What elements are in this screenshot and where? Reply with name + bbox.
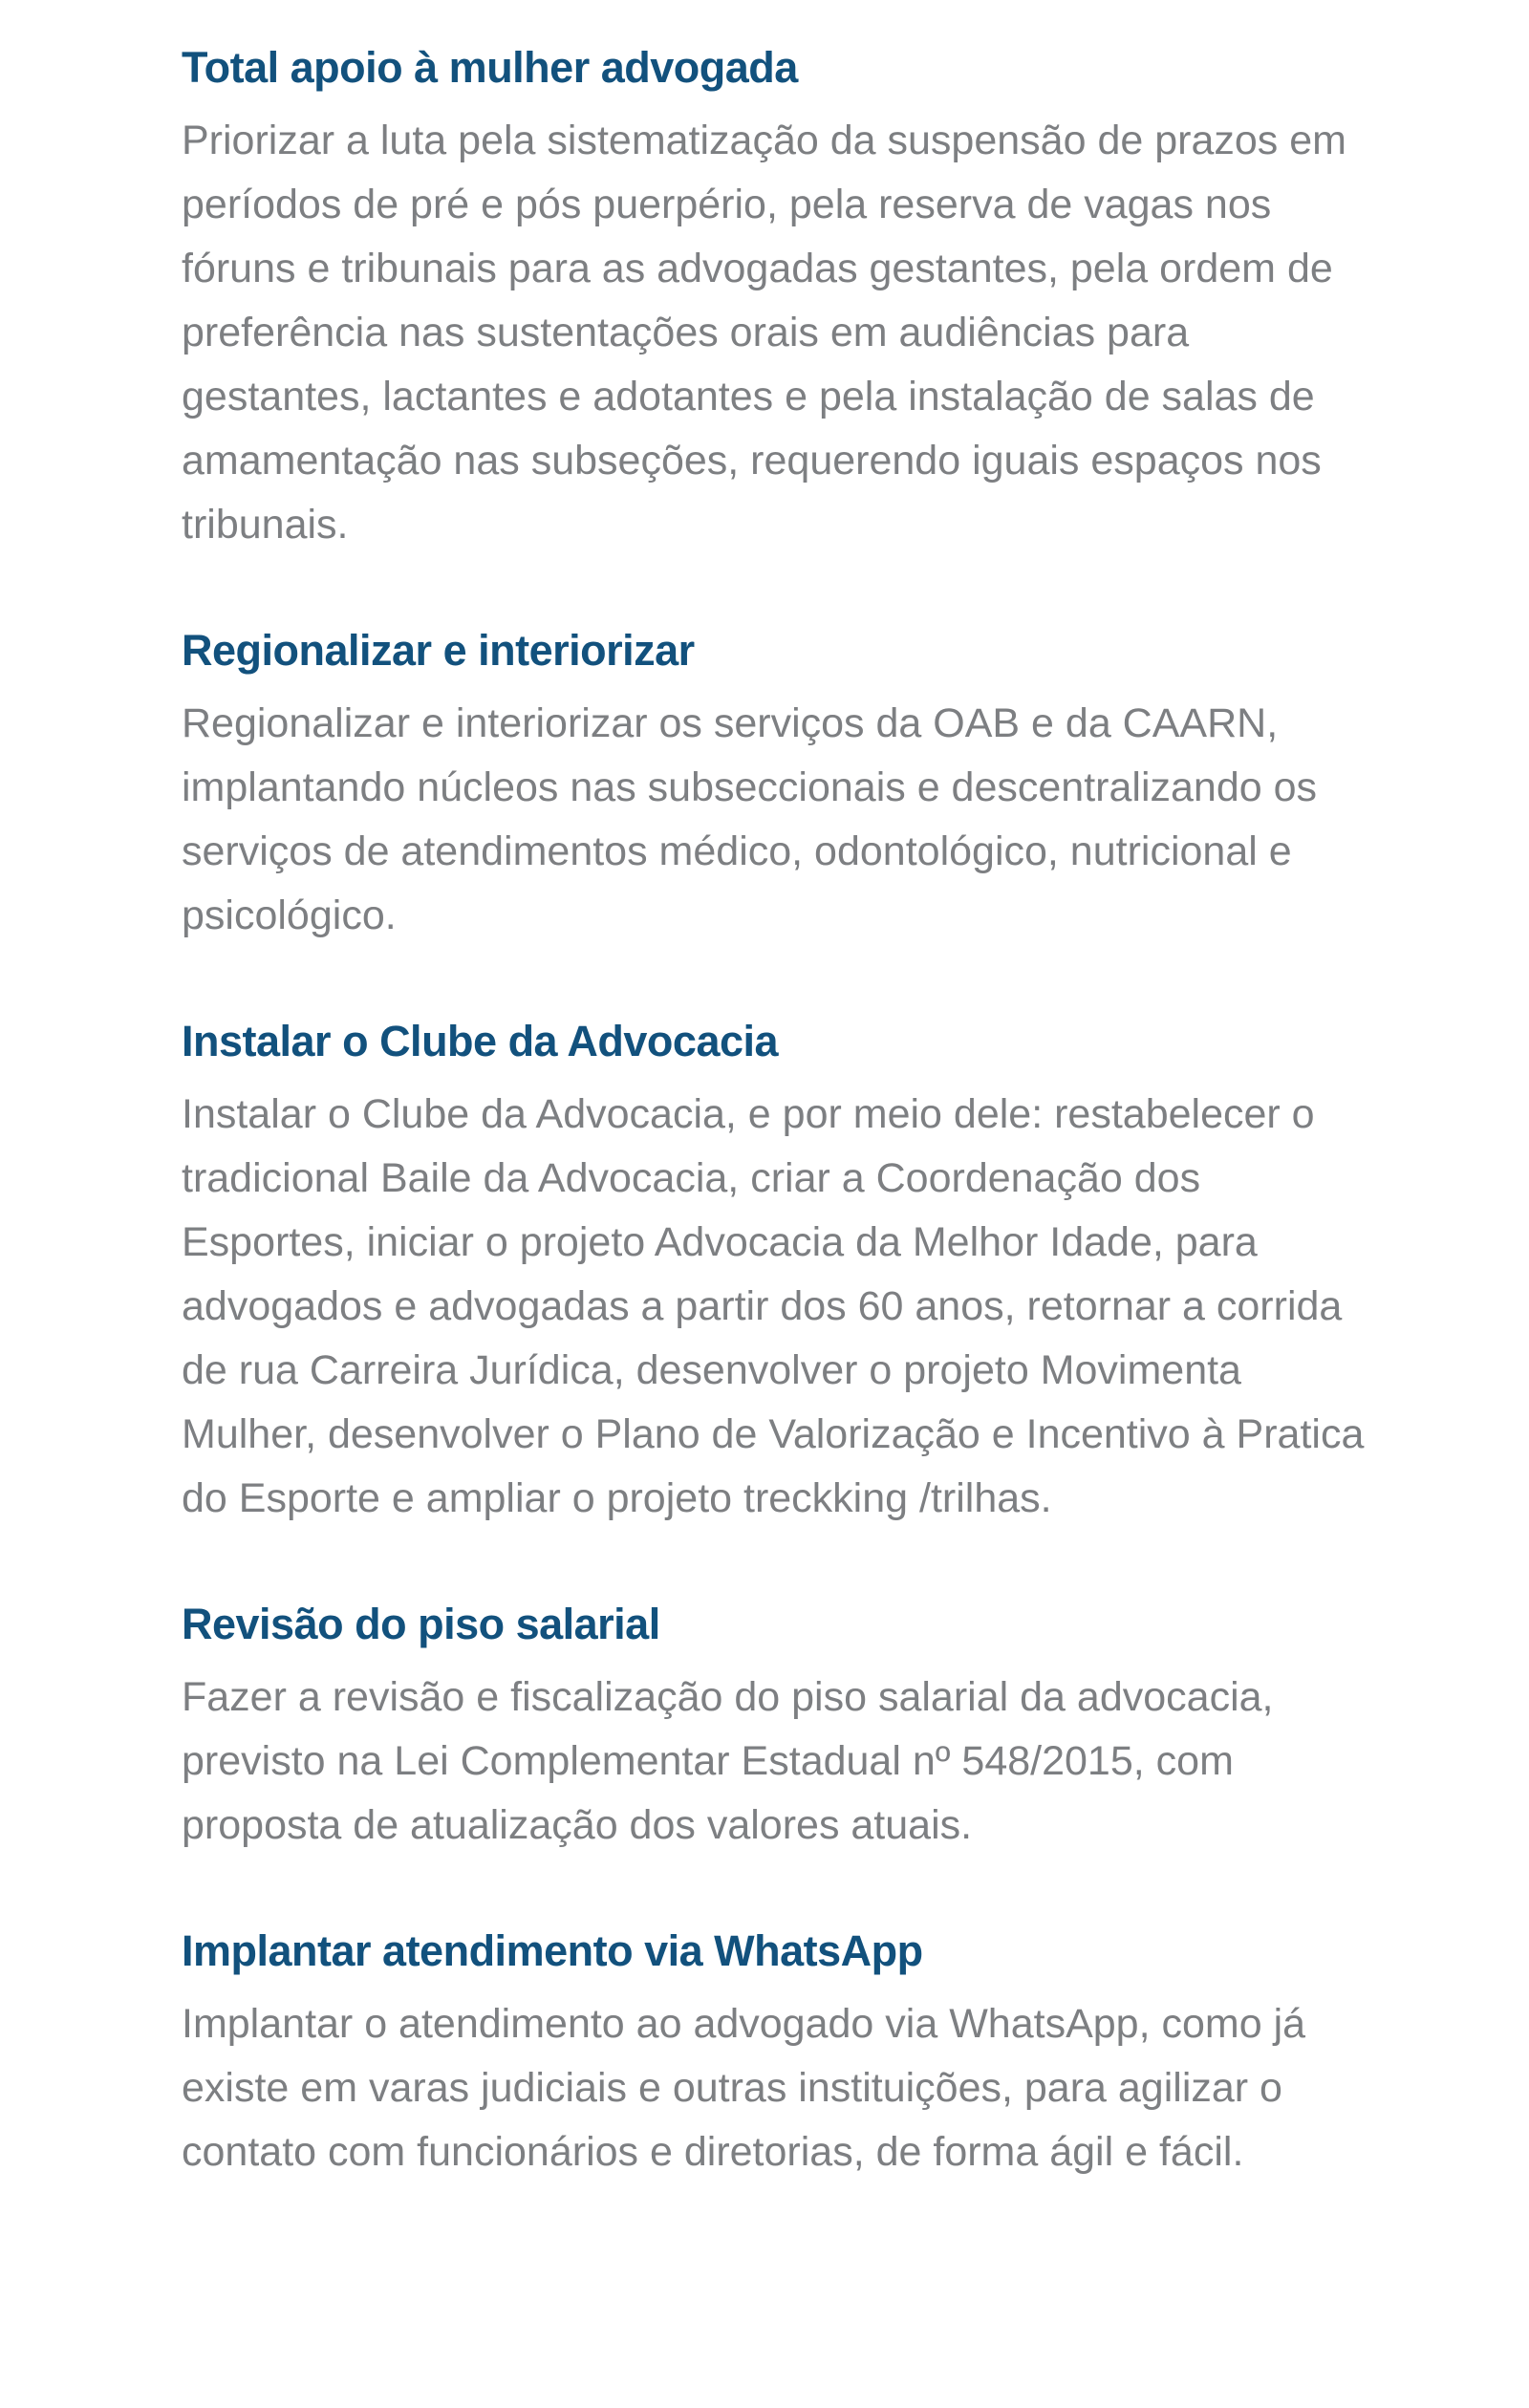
section-body: Fazer a revisão e fiscalização do piso salarial da advocacia, previsto na Lei Complementar Estadual nº 548/2015, com proposta de atualização dos valores atuais. — [182, 1674, 1274, 1848]
section-heading: Total apoio à mulher advogada — [182, 43, 798, 92]
section-body: Priorizar a luta pela sistematização da suspensão de prazos em períodos de pré e pós puerpério, pela reserva de vagas nos fóruns e tribunais para as advogadas gestantes, pela ordem de preferência nas sustentações orais em audiências para gestantes, lactantes e adotantes e pela instalação de salas de amamentação nas subseções, requerendo iguais espaços nos tribunais. — [182, 118, 1346, 548]
section-heading: Regionalizar e interiorizar — [182, 626, 695, 675]
section-regionalizar-interiorizar — [182, 623, 1384, 948]
section-revisao-piso-salarial — [182, 1597, 1384, 1858]
document-content — [182, 40, 1384, 2184]
section-body: Regionalizar e interiorizar os serviços da OAB e da CAARN, implantando núcleos nas subseccionais e descentralizando os serviços de atendimentos médico, odontológico, nutricional e psicológico. — [182, 700, 1318, 938]
section-atendimento-whatsapp — [182, 1924, 1384, 2184]
section-body: Implantar o atendimento ao advogado via WhatsApp, como já existe em varas judiciais e outras instituições, para agilizar o contato com funcionários e diretorias, de forma ágil e fácil. — [182, 2001, 1306, 2175]
section-heading: Revisão do piso salarial — [182, 1600, 660, 1648]
section-body: Instalar o Clube da Advocacia, e por meio dele: restabelecer o tradicional Baile da Advocacia, criar a Coordenação dos Esportes, iniciar o projeto Advocacia da Melhor Idade, para advogados e advogadas a partir dos 60 anos, retornar a corrida de rua Carreira Jurídica, desenvolver o projeto Movimenta Mulher, desenvolver o Plano de Valorização e Incentivo à Pratica do Esporte e ampliar o projeto treckking /trilhas. — [182, 1091, 1365, 1521]
section-instalar-clube-advocacia — [182, 1014, 1384, 1531]
section-heading: Instalar o Clube da Advocacia — [182, 1017, 779, 1065]
section-total-apoio-mulher-advogada — [182, 40, 1384, 557]
section-heading: Implantar atendimento via WhatsApp — [182, 1926, 923, 1975]
